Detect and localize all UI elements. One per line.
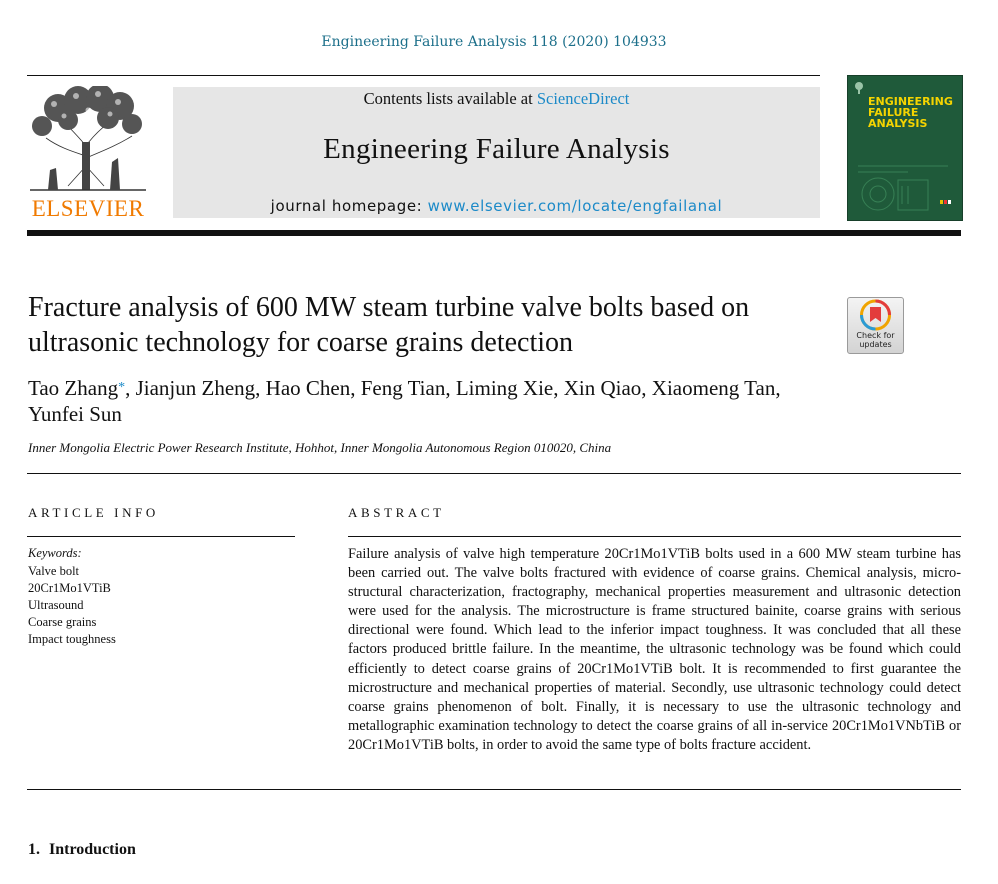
abstract-bottom-rule [27,789,961,790]
section-title: Introduction [49,841,136,858]
check-for-updates-label: Check for updates [856,331,895,349]
article-title: Fracture analysis of 600 MW steam turbine valve bolts based on ultrasonic technology for coarse grains detection [28,292,750,358]
header-rule [27,75,820,76]
sciencedirect-link[interactable]: ScienceDirect [536,89,630,108]
corresponding-author-mark[interactable]: * [118,380,126,395]
keyword-item: Ultrasound [28,598,84,612]
elsevier-tree-icon [28,86,148,194]
elsevier-logo[interactable] [28,86,148,220]
abstract-heading: ABSTRACT [348,505,445,520]
cover-editors [868,134,958,139]
journal-title: Engineering Failure Analysis [323,133,670,165]
journal-cover[interactable] [847,75,963,221]
keyword-item: Impact toughness [28,632,116,646]
abstract-rule [348,536,961,537]
contents-prefix: Contents lists available at [363,89,537,108]
keyword-list [28,563,116,648]
abstract-text: Failure analysis of valve high temperature 20Cr1Mo1VTiB bolts used in a 600 MW steam turbine has been carried out. The valve bolts fractured with evidence of coarse grains. Chemical analysis, micro-structural characterization, fractography, mechanical properties measurement and ultrasonic detection were used for the analysis. The microstructure is frame structured bainite, coarse grains with serious directional were found. Which lead to the inferior impact toughness. It was concluded that all these factors produced brittle failure. In the meantime, the ultrasonic technology was be found which could efficiently to detect coarse grains of 20Cr1Mo1VTiB bolt. It is recommended to first guarantee the microstructure and mechanical properties of material. Secondly, use ultrasonic technology could detect coarse grains phenomenon of bolt. Finally, it is necessary to use the ultrasonic technology and metallographic examination technology to detect the coarse grains of all in-service 20Cr1Mo1VNbTiB or 20Cr1Mo1VTiB bolts, in order to avoid the same type of bolts fracture accident. [348,546,961,753]
keyword-item: 20Cr1Mo1VTiB [28,581,111,595]
section-heading [28,841,136,859]
homepage-link[interactable]: www.elsevier.com/locate/engfailanal [427,197,723,215]
article-info-heading: ARTICLE INFO [28,505,159,520]
contents-line [173,89,820,109]
affiliation: Inner Mongolia Electric Power Research Institute, Hohhot, Inner Mongolia Autonomous Region 010020, China [28,440,612,455]
keyword-item: Valve bolt [28,564,80,578]
bookmark-icon [848,298,903,332]
keywords-label: Keywords: [28,546,82,560]
homepage-line [173,197,820,215]
author-list [28,375,788,427]
journal-banner [173,87,820,218]
section-rule [27,473,961,474]
keyword-item: Coarse grains [28,615,97,629]
co-authors: , Jianjun Zheng, Hao Chen, Feng Tian, Liming Xie, Xin Qiao, Xiaomeng Tan, Yunfei Sun [28,376,781,426]
section-number: 1. [28,841,40,858]
header-thick-rule [27,230,961,236]
cover-title: ENGINEERING FAILURE ANALYSIS [868,95,953,130]
journal-citation[interactable]: Engineering Failure Analysis 118 (2020) 104933 [321,34,667,50]
author-name[interactable]: Tao Zhang [28,376,119,400]
homepage-prefix: journal homepage: [270,197,428,215]
cover-elsevier-icon [854,82,864,94]
cover-keywords [936,160,960,165]
article-info-rule [27,536,295,537]
elsevier-wordmark: ELSEVIER [31,196,145,221]
check-for-updates-button[interactable] [847,297,904,354]
